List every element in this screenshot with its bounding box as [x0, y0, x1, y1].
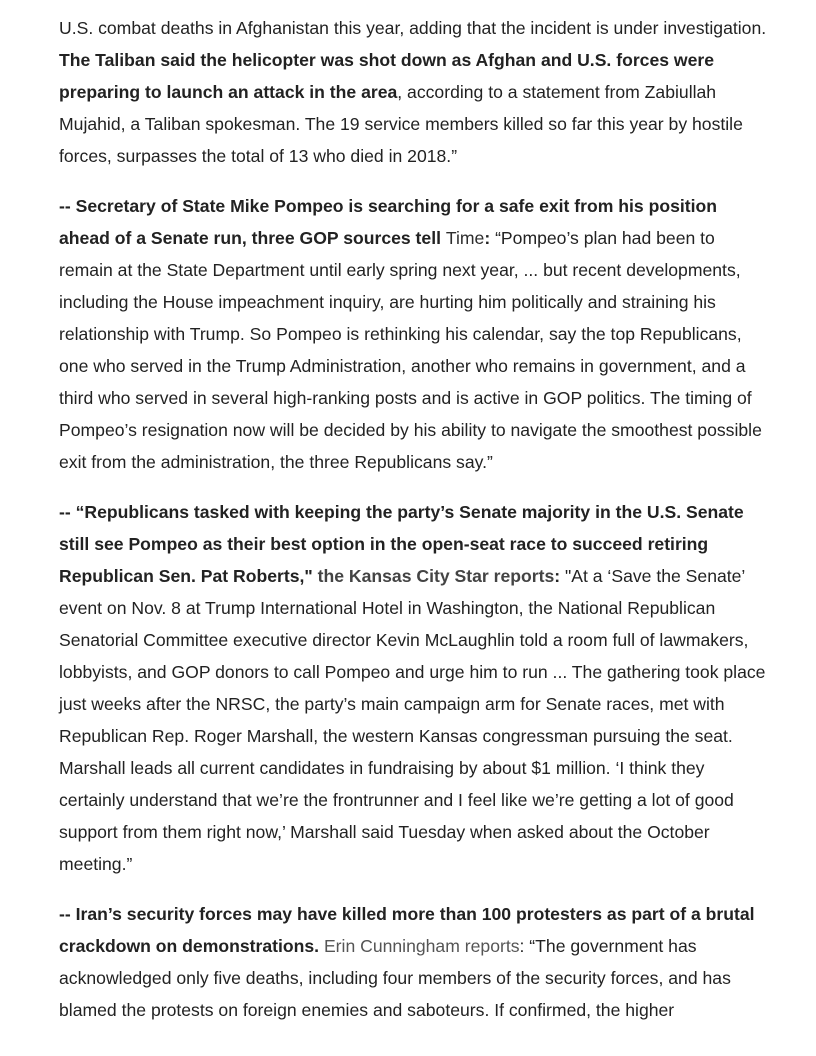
paragraph-text: : “The government has acknowledged only five deaths, including four members of the security forces, and has blamed the protests on foreign enemies and saboteurs. If confirmed, the higher: [59, 936, 731, 1020]
paragraph-text: "At a ‘Save the Senate’ event on Nov. 8 at Trump International Hotel in Washington, the National Republican Senatorial Committee executive director Kevin McLaughlin told a room full of lawmakers, lobbyists, and GOP donors to call Pompeo and urge him to run ... The gathering took place just weeks after the NRSC, the party’s main campaign arm for Senate races, met with Republican Rep. Roger Marshall, the western Kansas congressman pursuing the seat. Marshall leads all current candidates in fundraising by about $1 million. ‘I think they certainly understand that we’re the frontrunner and I feel like we’re getting a lot of good support from them right now,’ Marshall said Tuesday when asked about the October meeting.”: [59, 566, 766, 874]
article-body: [59, 12, 771, 1044]
paragraph-text: , according to a statement from Zabiullah Mujahid, a Taliban spokesman. The 19 service members killed so far this year by hostile forces, surpasses the total of 13 who died in 2018.”: [59, 82, 743, 166]
paragraph-afghanistan-helicopter: [59, 12, 771, 172]
paragraph-iran-protests: [59, 898, 771, 1026]
erin-cunningham-link[interactable]: Erin Cunningham reports: [323, 936, 520, 956]
paragraph-text: “Pompeo’s plan had been to remain at the State Department until early spring next year, ... but recent developments, including the House impeachment inquiry, are hurting him politically and straining his relationship with Trump. So Pompeo is rethinking his calendar, say the top Republicans, one who served in the Trump Administration, another who remains in government, and a third who served in several high-ranking posts and is active in GOP politics. The timing of Pompeo’s resignation now will be decided by his ability to navigate the smoothest possible exit from the administration, the three Republicans say.”: [59, 228, 762, 472]
time-link[interactable]: Time: [445, 228, 485, 248]
bold-lead: -- Secretary of State Mike Pompeo is searching for a safe exit from his position ahead of a Senate run, three GOP sources tell: [59, 196, 717, 248]
paragraph-text: U.S. combat deaths in Afghanistan this year, adding that the incident is under investigation.: [59, 18, 767, 38]
kansas-city-star-link[interactable]: the Kansas City Star reports: [317, 566, 555, 586]
bold-lead: The Taliban said the helicopter was shot down as Afghan and U.S. forces were preparing to launch an attack in the area: [59, 50, 715, 102]
bold-colon: :: [484, 228, 491, 248]
bold-lead: -- “Republicans tasked with keeping the party’s Senate majority in the U.S. Senate still see Pompeo as their best option in the open-seat race to succeed retiring Republican Sen. Pat Roberts,": [59, 502, 744, 586]
bold-lead: -- Iran’s security forces may have killed more than 100 protesters as part of a brutal crackdown on demonstrations.: [59, 904, 755, 956]
paragraph-pompeo-exit: [59, 190, 771, 478]
paragraph-kansas-senate: [59, 496, 771, 880]
bold-colon: :: [554, 566, 561, 586]
